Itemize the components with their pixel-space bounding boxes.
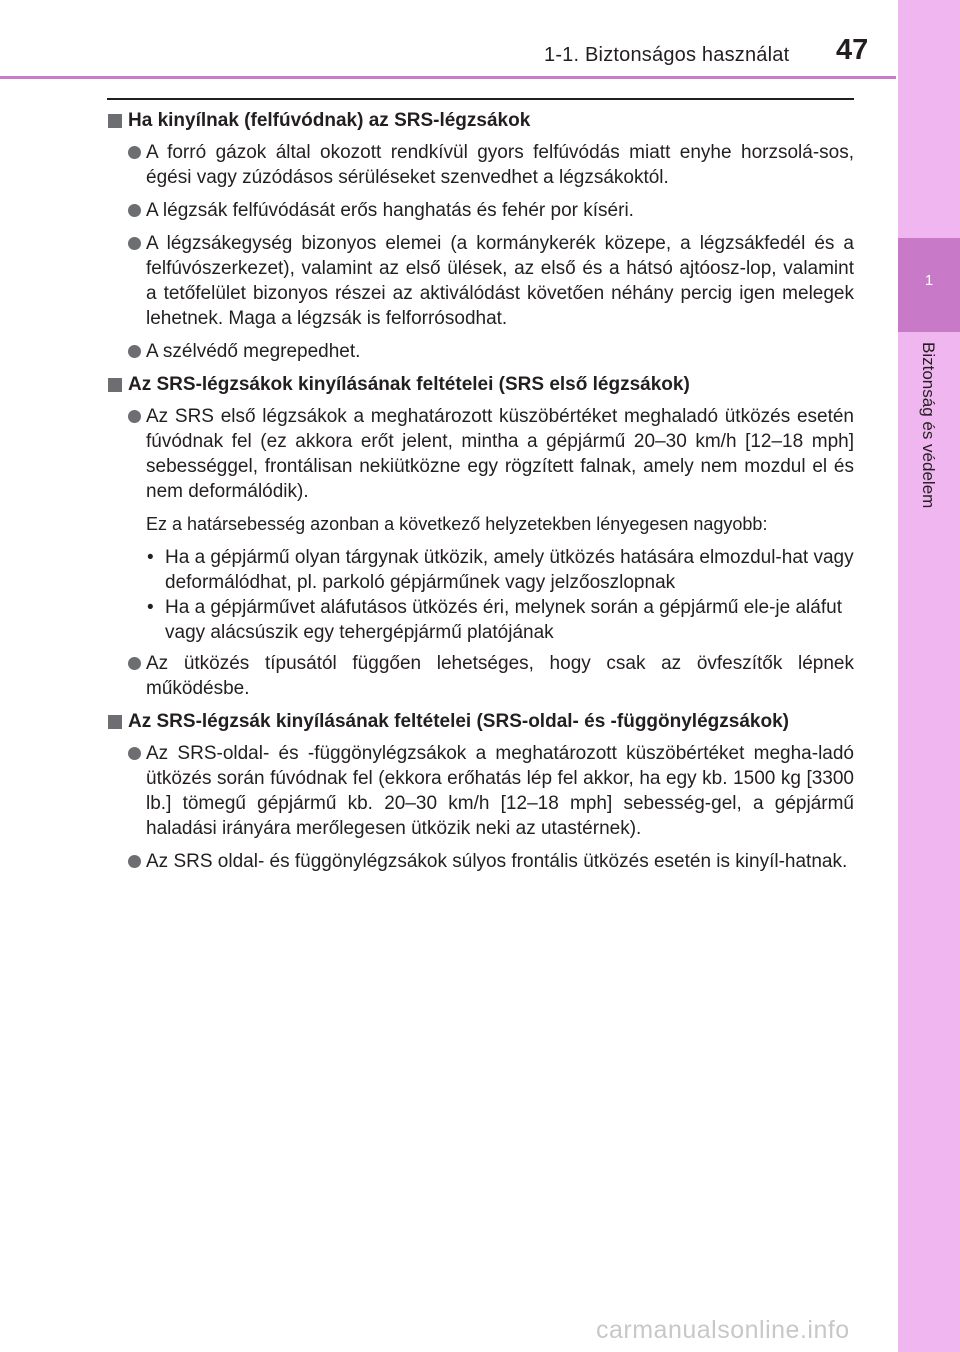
top-rule xyxy=(107,98,854,100)
list-item: Az SRS első légzsákok a meghatározott küszöbértéket meghaladó ütközés esetén fúvódnak fel (ez akkora erőt jelent, mintha a gépjármű 20–30 km/h [12–18 mph] sebességgel, frontálisan nekiütközne egy rögzített falnak, amely nem mozdul el és nem deformálódik). xyxy=(107,404,854,504)
list-item: Az ütközés típusától függően lehetséges, hogy csak az övfeszítők lépnek működésbe. xyxy=(107,651,854,701)
heading-airbags-deploy: Ha kinyílnak (felfúvódnak) az SRS-légzsákok xyxy=(107,108,854,133)
watermark: carmanualsonline.info xyxy=(596,1316,850,1344)
note-text: Ez a határsebesség azonban a következő helyzetekben lényegesen nagyobb: xyxy=(146,514,768,534)
list-item: Az SRS oldal- és függönylégzsákok súlyos frontális ütközés esetén is kinyíl-hatnak. xyxy=(107,849,854,874)
chapter-title: Biztonság és védelem xyxy=(919,342,938,509)
page-content xyxy=(107,108,854,882)
list-item: A légzsák felfúvódását erős hanghatás és fehér por kíséri. xyxy=(107,198,854,223)
section-title: 1-1. Biztonságos használat xyxy=(544,44,790,66)
list-item: A szélvédő megrepedhet. xyxy=(107,339,854,364)
list-item: A forró gázok által okozott rendkívül gyors felfúvódás miatt enyhe horzsolá-sos, égési vagy zúzódásos sérüléseket szenvedhet a légzsákoktól. xyxy=(107,140,854,190)
list-item: Az SRS-oldal- és -függönylégzsákok a meghatározott küszöbértéket megha-ladó ütközés során fúvódnak fel (ekkora erőhatás lép fel akkor, ha egy kb. 1500 kg [3300 lb.] tömegű gépjármű kb. 20–30 km/h [12–18 mph] sebesség-gel, a gépjármű haladási irányára merőlegesen ütközik neki az utastérnek). xyxy=(107,741,854,841)
list-item: A légzsákegység bizonyos elemei (a kormánykerék közepe, a légzsákfedél és a felfúvószerkezet), valamint az első ülések, az első és a hátsó ajtóosz-lop, valamint a tetőfelület bizonyos részei az aktiválódást követően néhány percig igen melegek lehetnek. Maga a légzsák is felforrósodhat. xyxy=(107,231,854,331)
sub-list-item: • Ha a gépjármű olyan tárgynak ütközik, amely ütközés hatására elmozdul-hat vagy deformálódhat, pl. parkoló gépjárműnek vagy jelzőoszlopnak xyxy=(107,545,854,595)
sidebar-band xyxy=(898,0,960,1352)
chapter-number: 1 xyxy=(924,272,934,289)
sub-list-item: • Ha a gépjárművet aláfutásos ütközés éri, melynek során a gépjármű ele-je aláfut vagy alácsúszik egy tehergépjármű platójának xyxy=(107,595,854,645)
heading-front-airbag-conditions: Az SRS-légzsákok kinyílásának feltételei (SRS első légzsákok) xyxy=(107,372,854,397)
page-number: 47 xyxy=(836,34,869,66)
header-line xyxy=(0,76,896,79)
heading-side-curtain-conditions: Az SRS-légzsák kinyílásának feltételei (SRS-oldal- és -függönylégzsákok) xyxy=(107,709,854,734)
